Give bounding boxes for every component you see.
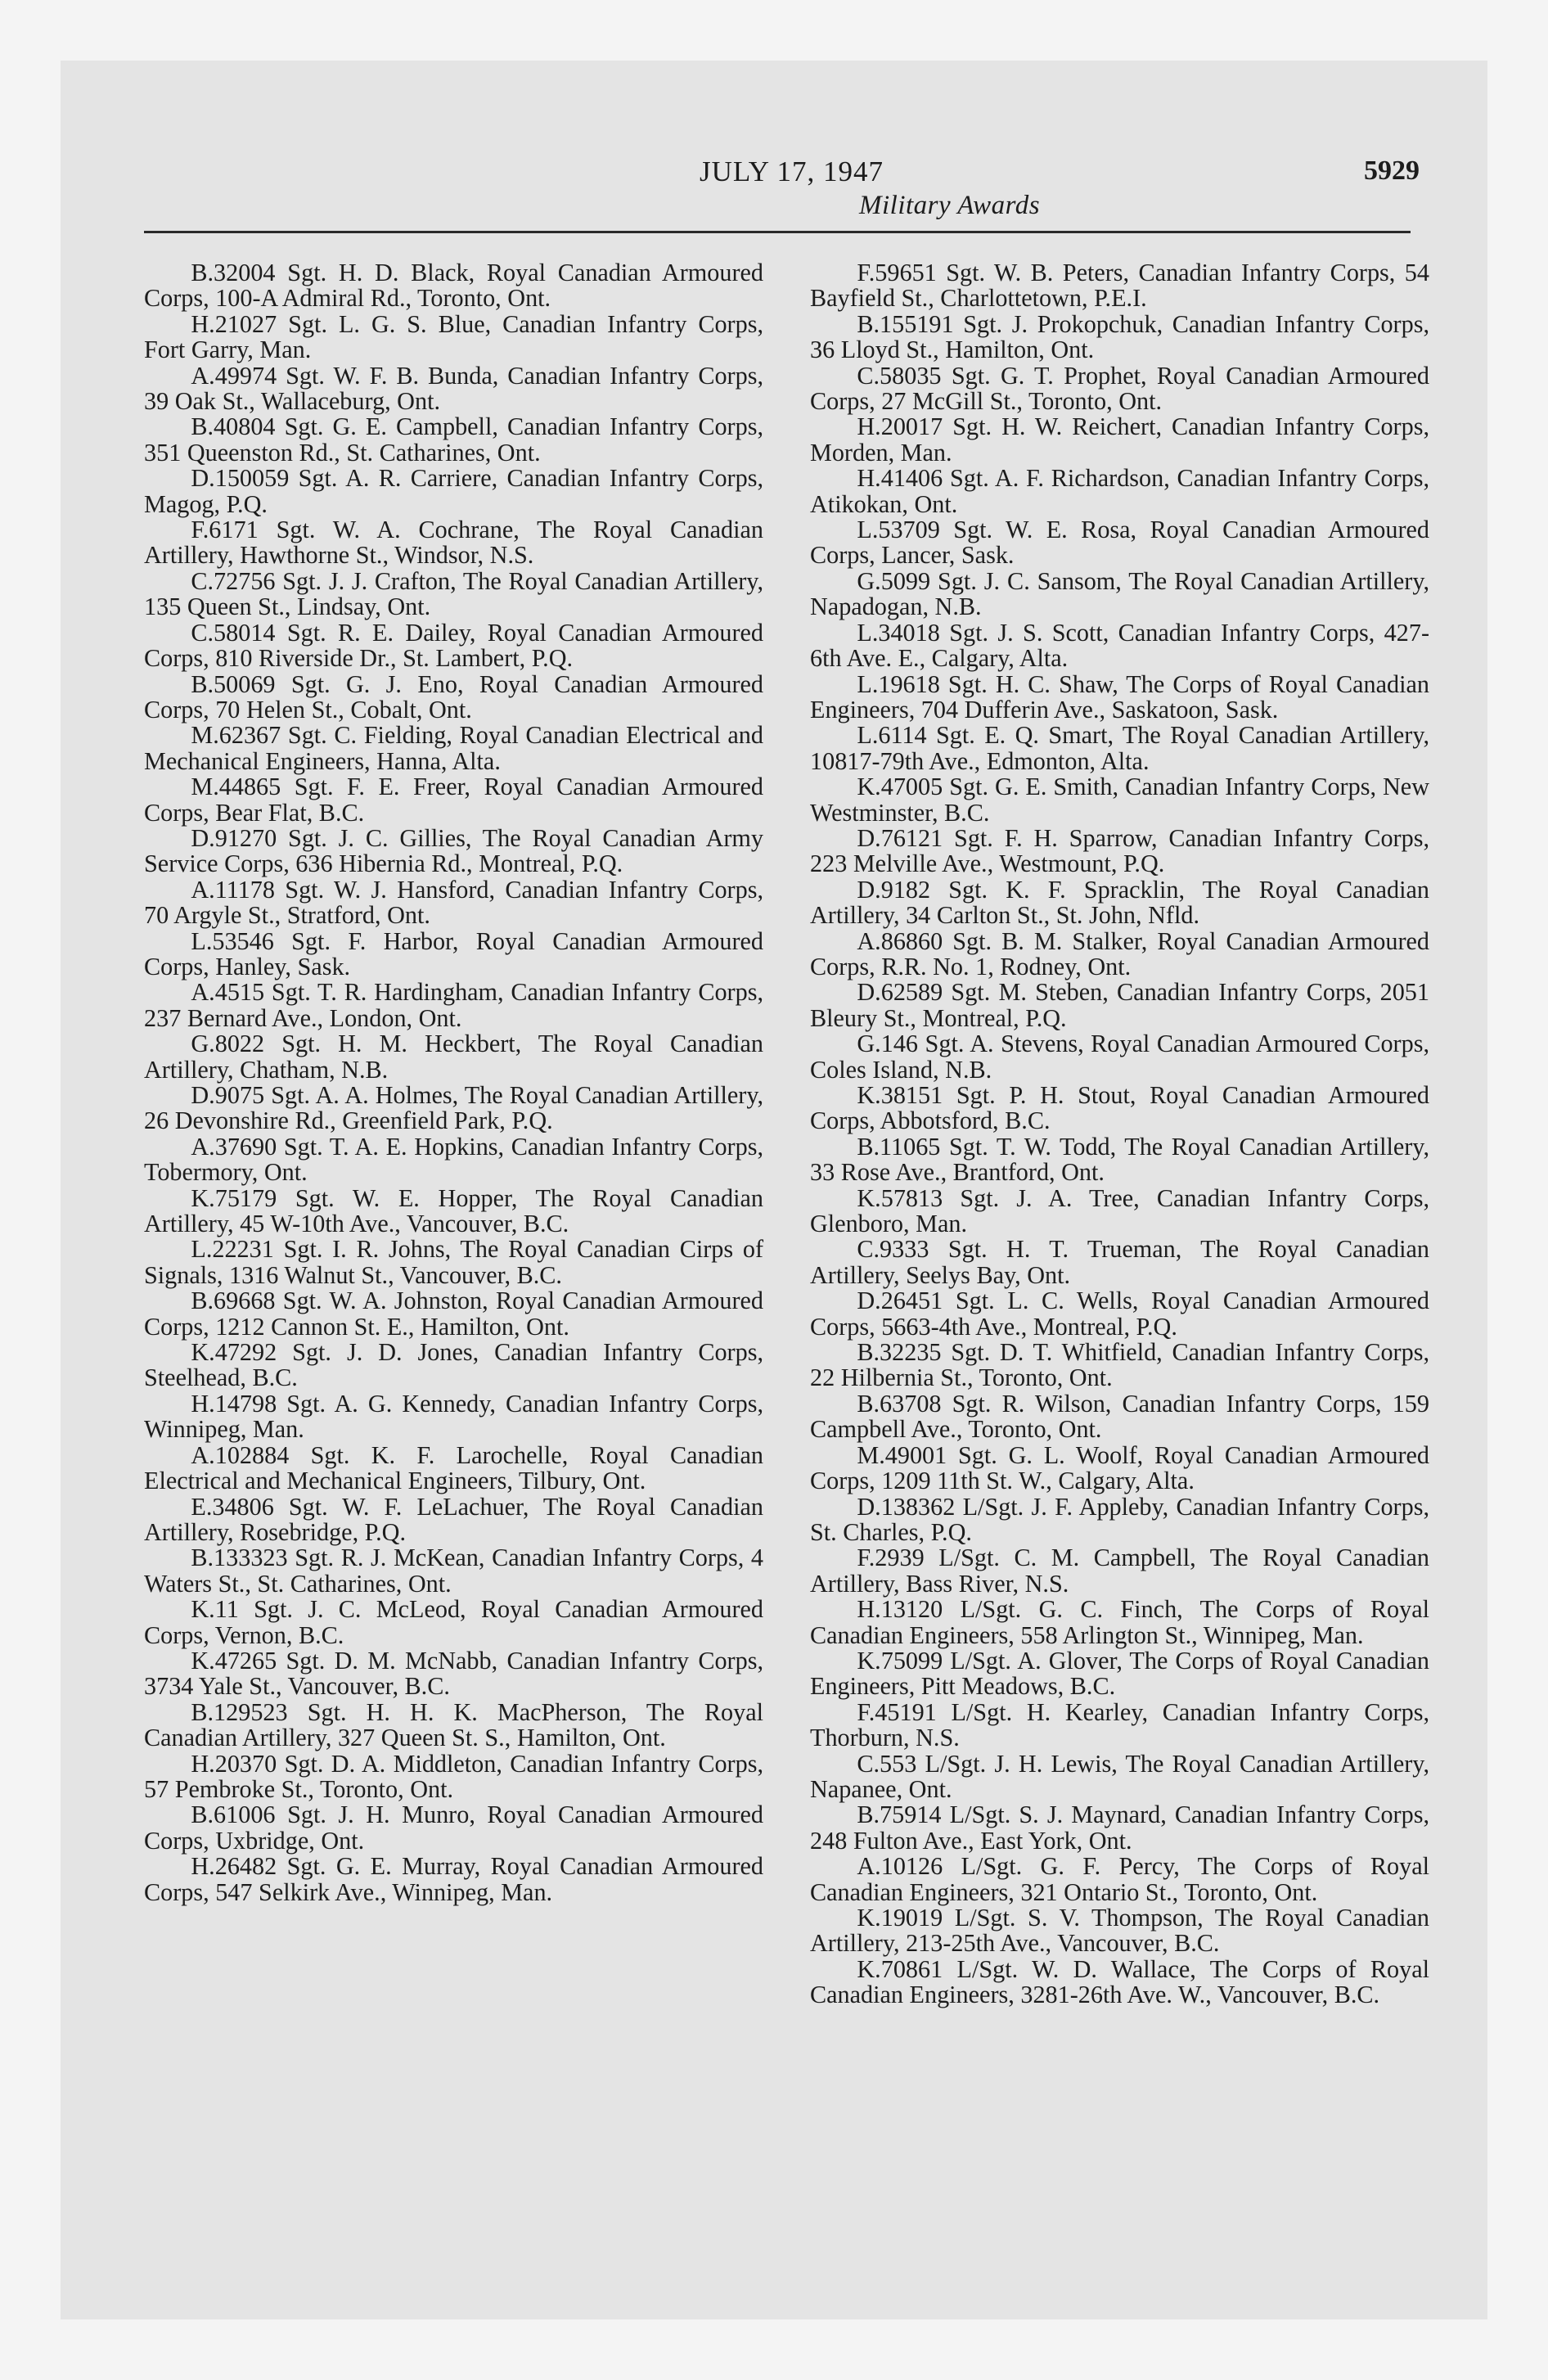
award-entry: H.20017 Sgt. H. W. Reichert, Canadian Infantry Corps, Morden, Man. [810,412,1429,467]
award-entry: C.58035 Sgt. G. T. Prophet, Royal Canadian Armoured Corps, 27 McGill St., Toronto, Ont. [810,361,1429,416]
award-entry: K.75099 L/Sgt. A. Glover, The Corps of Royal Canadian Engineers, Pitt Meadows, B.C. [810,1646,1429,1701]
award-entry: L.22231 Sgt. I. R. Johns, The Royal Canadian Cirps of Signals, 1316 Walnut St., Vancouver, B.C. [144,1235,763,1289]
award-entry: H.41406 Sgt. A. F. Richardson, Canadian Infantry Corps, Atikokan, Ont. [810,464,1429,518]
award-entry: K.38151 Sgt. P. H. Stout, Royal Canadian Armoured Corps, Abbotsford, B.C. [810,1081,1429,1135]
left-column [144,260,763,1905]
award-entry: C.72756 Sgt. J. J. Crafton, The Royal Canadian Artillery, 135 Queen St., Lindsay, Ont. [144,566,763,621]
award-entry: F.2939 L/Sgt. C. M. Campbell, The Royal Canadian Artillery, Bass River, N.S. [810,1544,1429,1598]
award-entry: C.553 L/Sgt. J. H. Lewis, The Royal Canadian Artillery, Napanee, Ont. [810,1749,1429,1803]
award-entry: K.70861 L/Sgt. W. D. Wallace, The Corps of Royal Canadian Engineers, 3281-26th Ave. W., Vancouver, B.C. [810,1954,1429,2009]
award-entry: F.59651 Sgt. W. B. Peters, Canadian Infantry Corps, 54 Bayfield St., Charlottetown, P.E.I. [810,259,1429,313]
award-entry: L.34018 Sgt. J. S. Scott, Canadian Infantry Corps, 427-6th Ave. E., Calgary, Alta. [810,618,1429,673]
right-column [810,260,1429,2008]
award-entry: B.40804 Sgt. G. E. Campbell, Canadian Infantry Corps, 351 Queenston Rd., St. Catharines, Ont. [144,412,763,467]
award-entry: B.61006 Sgt. J. H. Munro, Royal Canadian Armoured Corps, Uxbridge, Ont. [144,1801,763,1855]
award-entry: B.133323 Sgt. R. J. McKean, Canadian Infantry Corps, 4 Waters St., St. Catharines, Ont. [144,1544,763,1598]
award-entry: B.32004 Sgt. H. D. Black, Royal Canadian Armoured Corps, 100-A Admiral Rd., Toronto, Ont. [144,259,763,313]
header-section-title: Military Awards [859,191,1041,220]
award-entry: H.21027 Sgt. L. G. S. Blue, Canadian Infantry Corps, Fort Garry, Man. [144,309,763,364]
award-entry: A.11178 Sgt. W. J. Hansford, Canadian Infantry Corps, 70 Argyle St., Stratford, Ont. [144,875,763,930]
award-entry: A.10126 L/Sgt. G. F. Percy, The Corps of Royal Canadian Engineers, 321 Ontario St., Toronto, Ont. [810,1852,1429,1906]
award-entry: H.26482 Sgt. G. E. Murray, Royal Canadian Armoured Corps, 547 Selkirk Ave., Winnipeg, Man. [144,1852,763,1906]
award-entry: B.155191 Sgt. J. Prokopchuk, Canadian Infantry Corps, 36 Lloyd St., Hamilton, Ont. [810,309,1429,364]
award-entry: K.75179 Sgt. W. E. Hopper, The Royal Canadian Artillery, 45 W-10th Ave., Vancouver, B.C. [144,1183,763,1238]
award-entry: A.37690 Sgt. T. A. E. Hopkins, Canadian Infantry Corps, Tobermory, Ont. [144,1132,763,1187]
award-entry: G.146 Sgt. A. Stevens, Royal Canadian Armoured Corps, Coles Island, N.B. [810,1030,1429,1084]
award-entry: C.9333 Sgt. H. T. Trueman, The Royal Canadian Artillery, Seelys Bay, Ont. [810,1235,1429,1289]
award-entry: A.4515 Sgt. T. R. Hardingham, Canadian Infantry Corps, 237 Bernard Ave., London, Ont. [144,978,763,1032]
award-entry: L.53546 Sgt. F. Harbor, Royal Canadian Armoured Corps, Hanley, Sask. [144,926,763,980]
award-entry: L.6114 Sgt. E. Q. Smart, The Royal Canadian Artillery, 10817-79th Ave., Edmonton, Alta. [810,721,1429,775]
header-date: JULY 17, 1947 [700,156,884,187]
award-entry: D.91270 Sgt. J. C. Gillies, The Royal Canadian Army Service Corps, 636 Hibernia Rd., Montreal, P.Q. [144,823,763,878]
award-entry: K.47292 Sgt. J. D. Jones, Canadian Infantry Corps, Steelhead, B.C. [144,1338,763,1392]
award-entry: D.150059 Sgt. A. R. Carriere, Canadian Infantry Corps, Magog, P.Q. [144,464,763,518]
award-entry: B.129523 Sgt. H. H. K. MacPherson, The Royal Canadian Artillery, 327 Queen St. S., Hamilton, Ont. [144,1697,763,1752]
award-entry: D.26451 Sgt. L. C. Wells, Royal Canadian Armoured Corps, 5663-4th Ave., Montreal, P.Q. [810,1287,1429,1341]
award-entry: D.138362 L/Sgt. J. F. Appleby, Canadian Infantry Corps, St. Charles, P.Q. [810,1492,1429,1546]
award-entry: M.62367 Sgt. C. Fielding, Royal Canadian Electrical and Mechanical Engineers, Hanna, Alta. [144,721,763,775]
award-entry: D.76121 Sgt. F. H. Sparrow, Canadian Infantry Corps, 223 Melville Ave., Westmount, P.Q. [810,823,1429,878]
award-entry: B.50069 Sgt. G. J. Eno, Royal Canadian Armoured Corps, 70 Helen St., Cobalt, Ont. [144,669,763,723]
award-entry: H.13120 L/Sgt. G. C. Finch, The Corps of Royal Canadian Engineers, 558 Arlington St., Winnipeg, Man. [810,1595,1429,1649]
award-entry: D.9182 Sgt. K. F. Spracklin, The Royal Canadian Artillery, 34 Carlton St., St. John, Nfld. [810,875,1429,930]
award-entry: A.102884 Sgt. K. F. Larochelle, Royal Canadian Electrical and Mechanical Engineers, Tilbury, Ont. [144,1440,763,1495]
award-entry: A.86860 Sgt. B. M. Stalker, Royal Canadian Armoured Corps, R.R. No. 1, Rodney, Ont. [810,926,1429,980]
header-rule [144,231,1411,233]
award-entry: D.9075 Sgt. A. A. Holmes, The Royal Canadian Artillery, 26 Devonshire Rd., Greenfield Park, P.Q. [144,1081,763,1135]
award-entry: B.32235 Sgt. D. T. Whitfield, Canadian Infantry Corps, 22 Hilbernia St., Toronto, Ont. [810,1338,1429,1392]
award-entry: E.34806 Sgt. W. F. LeLachuer, The Royal Canadian Artillery, Rosebridge, P.Q. [144,1492,763,1546]
award-entry: L.19618 Sgt. H. C. Shaw, The Corps of Royal Canadian Engineers, 704 Dufferin Ave., Saskatoon, Sask. [810,669,1429,723]
award-entry: K.47005 Sgt. G. E. Smith, Canadian Infantry Corps, New Westminster, B.C. [810,773,1429,827]
award-entry: B.63708 Sgt. R. Wilson, Canadian Infantry Corps, 159 Campbell Ave., Toronto, Ont. [810,1389,1429,1444]
award-entry: K.47265 Sgt. D. M. McNabb, Canadian Infantry Corps, 3734 Yale St., Vancouver, B.C. [144,1646,763,1701]
award-entry: M.44865 Sgt. F. E. Freer, Royal Canadian Armoured Corps, Bear Flat, B.C. [144,773,763,827]
award-entry: M.49001 Sgt. G. L. Woolf, Royal Canadian Armoured Corps, 1209 11th St. W., Calgary, Alta. [810,1440,1429,1495]
award-entry: F.45191 L/Sgt. H. Kearley, Canadian Infantry Corps, Thorburn, N.S. [810,1697,1429,1752]
award-entry: A.49974 Sgt. W. F. B. Bunda, Canadian Infantry Corps, 39 Oak St., Wallaceburg, Ont. [144,361,763,416]
award-entry: B.69668 Sgt. W. A. Johnston, Royal Canadian Armoured Corps, 1212 Cannon St. E., Hamilton, Ont. [144,1287,763,1341]
award-entry: L.53709 Sgt. W. E. Rosa, Royal Canadian Armoured Corps, Lancer, Sask. [810,516,1429,570]
award-entry: B.75914 L/Sgt. S. J. Maynard, Canadian Infantry Corps, 248 Fulton Ave., East York, Ont. [810,1801,1429,1855]
award-entry: K.19019 L/Sgt. S. V. Thompson, The Royal Canadian Artillery, 213-25th Ave., Vancouver, B.C. [810,1904,1429,1958]
award-entry: C.58014 Sgt. R. E. Dailey, Royal Canadian Armoured Corps, 810 Riverside Dr., St. Lambert, P.Q. [144,618,763,673]
page-number: 5929 [1364,156,1420,186]
award-entry: B.11065 Sgt. T. W. Todd, The Royal Canadian Artillery, 33 Rose Ave., Brantford, Ont. [810,1132,1429,1187]
award-entry: K.11 Sgt. J. C. McLeod, Royal Canadian Armoured Corps, Vernon, B.C. [144,1595,763,1649]
award-entry: G.5099 Sgt. J. C. Sansom, The Royal Canadian Artillery, Napadogan, N.B. [810,566,1429,621]
award-entry: F.6171 Sgt. W. A. Cochrane, The Royal Canadian Artillery, Hawthorne St., Windsor, N.S. [144,516,763,570]
award-entry: D.62589 Sgt. M. Steben, Canadian Infantry Corps, 2051 Bleury St., Montreal, P.Q. [810,978,1429,1032]
award-entry: H.14798 Sgt. A. G. Kennedy, Canadian Infantry Corps, Winnipeg, Man. [144,1389,763,1444]
award-entry: G.8022 Sgt. H. M. Heckbert, The Royal Canadian Artillery, Chatham, N.B. [144,1030,763,1084]
award-entry: K.57813 Sgt. J. A. Tree, Canadian Infantry Corps, Glenboro, Man. [810,1183,1429,1238]
award-entry: H.20370 Sgt. D. A. Middleton, Canadian Infantry Corps, 57 Pembroke St., Toronto, Ont. [144,1749,763,1803]
